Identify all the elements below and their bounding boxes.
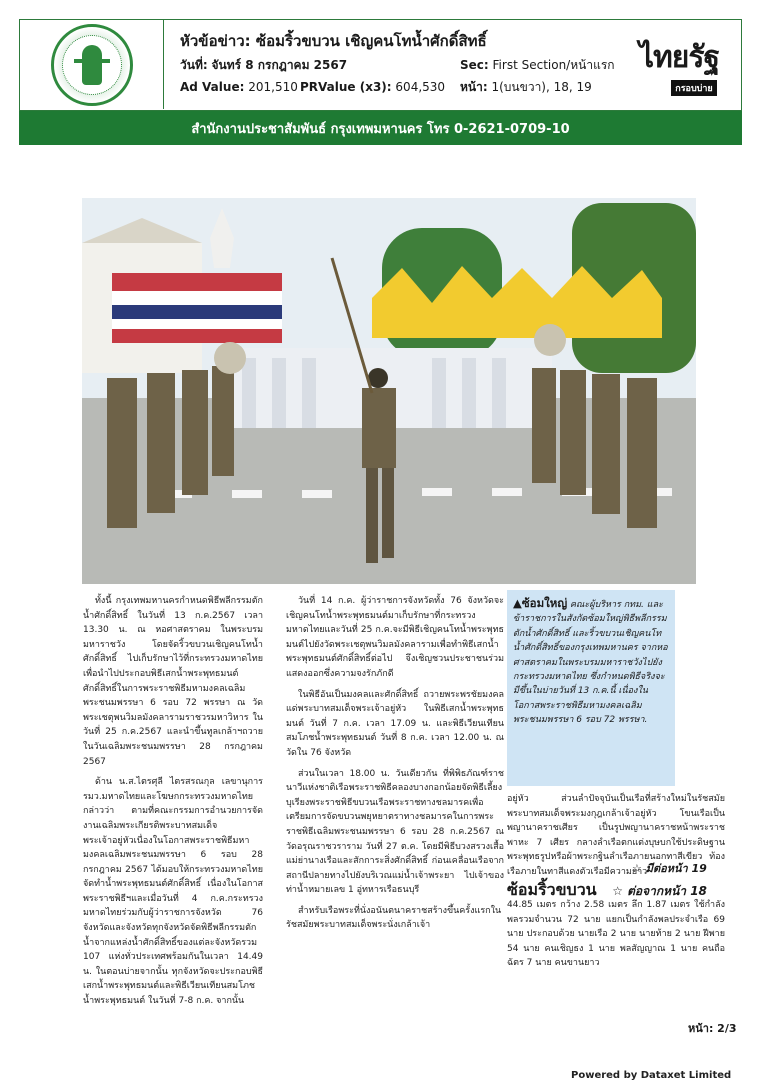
thai-flags-icon <box>112 273 282 343</box>
headline-row <box>180 28 600 54</box>
article-column-2 <box>286 594 504 939</box>
caption-lead-text: ซ้อมใหญ่ <box>521 596 568 610</box>
parade-photo <box>82 198 696 584</box>
headline: ซ้อมริ้วขบวน เชิญคนโทน้ำศักดิ์สิทธิ์ <box>255 32 487 50</box>
page-value: 1(บนขวา), 18, 19 <box>491 80 592 94</box>
continued-marker: ☆ มีต่อหน้า 19 <box>632 862 707 875</box>
article-column-1 <box>83 594 263 1015</box>
bma-seal-logo <box>51 24 133 106</box>
photo-caption <box>507 590 675 786</box>
article-paragraph: ส่วนในเวลา 18.00 น. วันเดียวกัน ที่พิพิธภัณฑ์ราชนาวีแห่งชาติเรือพระราชพิธีคลองบางกอกน้อยจัดพิธีเลี้ยงบุเรียงพระราชพิธีขบวนเรือพระราชทางชลมารคเพื่อเตรียมการจัดขบวนพยุหยาตราทางชลมารคในการพระราชพิธีเฉลิมพระชนมพรรษา 6 รอบ 28 ก.ค.2567 ณ วัดอรุณราชวราราม วันที่ 27 ต.ค. โดยมีพิธีบวงสรวงเสื้อแม่ย่านางเรือและสักการะสิ่งศักดิ์สิทธิ์ ก่อนเคลื่อนเรือจากสถานีปลายทางไปยังบริเวณแม่น้ำเจ้าพระยา ไปเจ้าของ ท่าน้ำหมายเลข 1 อู่ทหารเรือธนบุรี <box>286 768 504 896</box>
clipping-info <box>180 28 615 108</box>
article-paragraph: 44.85 เมตร กว้าง 2.58 เมตร ลึก 1.87 เมตร ใช้กำลังพลรวมจำนวน 72 นาย แยกเป็นกำลังพลประจำเรือ 69 นาย ประกอบด้วย นายเรือ 2 นาย นายท้าย 2 นาย ฝีพาย 54 นาย คนเชิญธง 1 นาย พลสัญญาณ 1 นาย คนถือฉัตร 7 นาย คนขานยาว <box>507 900 725 969</box>
contact-banner: สำนักงานประชาสัมพันธ์ กรุงเทพมหานคร โทร 0-2621-0709-10 <box>19 111 742 145</box>
caption-lead: ▲ซ้อมใหญ่ <box>513 596 568 610</box>
article-paragraph: สำหรับเรือพระที่นั่งอนันตนาคราชสร้างขึ้นครั้งแรกในรัชสมัยพระบาทสมเด็จพระนั่งเกล้าเจ้า <box>286 905 502 931</box>
clipping-header <box>19 19 742 111</box>
article-paragraph: ด้าน น.ส.ไตรศุลี ไตรสรณกุล เลขานุการ รมว.มหาดไทยและโฆษกกระทรวงมหาดไทยกล่าวว่า ตามที่คณะกรรมการอำนวยการจัดงานเฉลิมพระเกียรติพระบาทสมเด็จพระเจ้าอยู่หัวเนื่องในโอกาสพระราชพิธีมหามงคลเฉลิมพระชนมพรรษา 6 รอบ 28 กรกฎาคม 2567 ได้มอบให้กระทรวงมหาดไทยจัดทำน้ำพระพุทธมนต์ศักดิ์สิทธิ์ เนื่องในโอกาสพระราชพิธีฯและเมื่อวันที่ 4 ก.ค.กระทรวงมหาดไทยร่วมกับผู้ว่าราชการจังหวัด 76 จังหวัดและจังหวัดทุกจังหวัดจัดพิธีพลีกรรมตักน้ำจากแหล่งน้ำศักดิ์สิทธิ์ของแต่ละจังหวัดรวม 107 แห่งทั่วประเทศพร้อมกันในเวลา 14.49 น. ในตอนบ่ายจากนั้น ทุกจังหวัดจะประกอบพิธีเสกน้ำพระพุทธมนต์และพิธีเวียนเทียนสมโภชน้ำพระพุทธมนต์ ในวันที่ 7-8 ก.ค. จากนั้น <box>83 777 263 1007</box>
page-label: หน้า: <box>460 80 488 94</box>
newspaper-brand <box>631 40 727 98</box>
caption-text: คณะผู้บริหาร กทม. และข้าราชการในสังกัดซ้อมใหญ่พิธีพลีกรรมตักน้ำศักดิ์สิทธิ์ และริ้วขบวนเชิญคนโทน้ำศักดิ์สิทธิ์ของกรุงเทพมหานคร จากหอศาสตราคมในพระบรมมหาราชวังไปยังกระทรวงมหาดไทย ซึ่งกำหนดพิธีจริงจะมีขึ้นในบ่ายวันที่ 13 ก.ค.นี้ เนื่องในโอกาสพระราชพิธีมหามงคลเฉลิมพระชนมพรรษา 6 รอบ 72 พรรษา. <box>513 600 668 726</box>
date-value: จันทร์ 8 กรกฎาคม 2567 <box>211 58 348 72</box>
parade-photo-illustration <box>82 198 696 584</box>
subhead-from: ☆ ต่อจากหน้า 18 <box>612 884 707 898</box>
brand-name: ไทยรัฐ <box>638 40 720 75</box>
seal-figure-icon <box>82 45 102 85</box>
date-label: วันที่: <box>180 58 208 72</box>
article-paragraph: อยู่หัว ส่วนลำปัจจุบันเป็นเรือที่สร้างใหม่ในรัชสมัยพระบาทสมเด็จพระมงกุฎเกล้าเจ้าอยู่หัว โขนเรือเป็นพญานาคราชเศียร เป็นรูปพญานาคราชหน้าพระราชพาหะ 7 เศียร กลางลำเรือตกแต่งบุษบกใช้ประดิษฐานพระพุทธรูปหรือผ้าพระกฐินลำเรือภายนอกทาสีเขียว ท้องเรือภายในทาสีแดงตัวเรือมีความยาว <box>507 794 725 877</box>
powered-by: Powered by Dataxet Limited <box>571 1070 732 1081</box>
brand-tag: กรอบบ่าย <box>671 80 716 96</box>
page-number: หน้า: 2/3 <box>688 1022 737 1035</box>
article-column-3b <box>507 898 725 977</box>
headline-label: หัวข้อข่าว: <box>180 32 251 50</box>
sec-value: First Section/หน้าแรก <box>492 58 615 72</box>
subhead-title: ซ้อมริ้วขบวน <box>507 880 597 899</box>
logo-cell <box>20 20 164 109</box>
value-row <box>180 76 600 98</box>
article-paragraph: ทั้งนี้ กรุงเทพมหานครกำหนดพิธีพลีกรรมตักน้ำศักดิ์สิทธิ์ ในวันที่ 13 ก.ค.2567 เวลา 13.30 น. ณ หอศาสตราคม ในพระบรมมหาราชวัง โดยจัดริ้วขบวนเชิญคนโทน้ำศักดิ์สิทธิ์ ไปเก็บรักษาไว้ที่กระทรวงมหาดไทย เพื่อนำไปประกอบพิธีเสกน้ำพระพุทธมนต์ศักดิ์สิทธิ์ในการพระราชพิธีมหามงคลเฉลิมพระชนมพรรษา 6 รอบ 72 พรรษา ณ วัดพระเชตุพนวิมลมังคลารามราชวรมหาวิหาร ในวันที่ 25 ก.ค.2567 และนำขึ้นทูลเกล้าฯถวายในวันเฉลิมพระชนมพรรษา 28 กรกฎาคม 2567 <box>83 596 263 767</box>
sec-label: Sec: <box>460 58 489 72</box>
date-row <box>180 54 615 76</box>
pr-label: PRValue (x3): <box>300 80 392 94</box>
article-paragraph: วันที่ 14 ก.ค. ผู้ว่าราชการจังหวัดทั้ง 76 จังหวัดจะเชิญคนโทน้ำพระพุทธมนต์มาเก็บรักษาที่กระทรวงมหาดไทยและวันที่ 25 ก.ค.จะมีพิธีเชิญคนโทน้ำพระพุทธมนต์ไปยังวัดพระเชตุพนวิมลมังคลารามเพื่อทำพิธีเสกน้ำพระพุทธมนต์ศักดิ์สิทธิ์ต่อไป จึงเชิญชวนประชาชนร่วมแสดงออกซึ่งความจงรักภักดี <box>286 596 504 679</box>
pr-value: 604,530 <box>395 80 446 94</box>
ad-value: 201,510 <box>248 80 298 94</box>
article-paragraph: ในพิธีอันเป็นมงคลและศักดิ์สิทธิ์ ถวายพระพรชัยมงคลแด่พระบาทสมเด็จพระเจ้าอยู่หัว ในพิธีเสกน้ำพระพุทธมนต์ วันที่ 7 ก.ค. เวลา 17.09 น. และพิธีเวียนเทียนสมโภชน้ำพระพุทธมนต์ วันที่ 8 ก.ค. เวลา 12.00 น. ณ วัดใน 76 จังหวัด <box>286 689 504 758</box>
ad-label: Ad Value: <box>180 80 245 94</box>
